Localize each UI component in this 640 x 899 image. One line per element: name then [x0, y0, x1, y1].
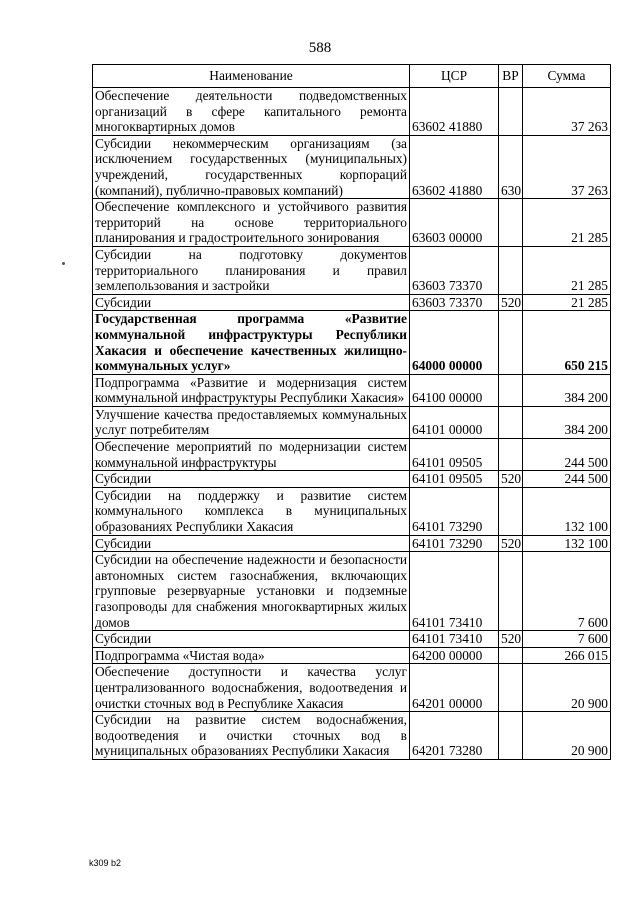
header-vr: ВР: [499, 65, 523, 88]
cell-csr: 64201 00000: [410, 664, 499, 712]
cell-sum: 21 285: [523, 294, 611, 311]
cell-name: Улучшение качества предоставляемых коммунальных услуг потребителям: [93, 406, 410, 438]
table-row: [93, 664, 611, 712]
table-row: [93, 552, 611, 631]
cell-sum: 244 500: [523, 471, 611, 488]
cell-csr: 63602 41880: [410, 88, 499, 136]
cell-name: Субсидии на подготовку документов территориального планирования и правил землепользования и застройки: [93, 246, 410, 294]
table-body: [93, 88, 611, 760]
cell-vr: 630: [499, 135, 523, 198]
table-row: [93, 471, 611, 488]
cell-csr: 64100 00000: [410, 374, 499, 406]
margin-dot: [62, 262, 65, 265]
cell-name: Обеспечение мероприятий по модернизации систем коммунальной инфраструктуры: [93, 439, 410, 471]
cell-vr: 520: [499, 294, 523, 311]
cell-sum: 244 500: [523, 439, 611, 471]
cell-csr: 63603 73370: [410, 294, 499, 311]
cell-vr: [499, 712, 523, 760]
table-row: [93, 88, 611, 136]
cell-name: Обеспечение доступности и качества услуг централизованного водоснабжения, водоотведения и очистки сточных вод в Республике Хакасия: [93, 664, 410, 712]
table-row: [93, 647, 611, 664]
cell-csr: 63602 41880: [410, 135, 499, 198]
cell-sum: 37 263: [523, 88, 611, 136]
table-row: [93, 199, 611, 247]
header-csr: ЦСР: [410, 65, 499, 88]
table-header-row: [93, 65, 611, 88]
cell-sum: 21 285: [523, 246, 611, 294]
cell-sum: 21 285: [523, 199, 611, 247]
cell-vr: [499, 374, 523, 406]
cell-sum: 7 600: [523, 552, 611, 631]
table-row: [93, 487, 611, 535]
cell-vr: [499, 246, 523, 294]
cell-sum: 132 100: [523, 535, 611, 552]
cell-name: Субсидии: [93, 535, 410, 552]
table-row: [93, 246, 611, 294]
cell-name: Подпрограмма «Чистая вода»: [93, 647, 410, 664]
cell-vr: [499, 406, 523, 438]
table-row: [93, 535, 611, 552]
cell-csr: 63603 00000: [410, 199, 499, 247]
table-row: [93, 712, 611, 760]
cell-vr: [499, 199, 523, 247]
cell-name: Субсидии: [93, 294, 410, 311]
cell-sum: 384 200: [523, 374, 611, 406]
page-number: 588: [308, 40, 332, 56]
cell-sum: 650 215: [523, 311, 611, 374]
cell-csr: 64101 09505: [410, 439, 499, 471]
cell-csr: 64101 73290: [410, 535, 499, 552]
cell-csr: 64101 73410: [410, 552, 499, 631]
cell-vr: [499, 552, 523, 631]
cell-name: Подпрограмма «Развитие и модернизация систем коммунальной инфраструктуры Республики Хакасия»: [93, 374, 410, 406]
table-row: [93, 439, 611, 471]
cell-csr: 64101 73410: [410, 631, 499, 648]
table-row: [93, 294, 611, 311]
cell-csr: 64101 09505: [410, 471, 499, 488]
cell-sum: 20 900: [523, 664, 611, 712]
cell-vr: [499, 487, 523, 535]
cell-name: Субсидии на обеспечение надежности и безопасности автономных систем газоснабжения, включающих групповые резервуарные установки и подземные газопроводы для снабжения многоквартирных жилых домов: [93, 552, 410, 631]
cell-sum: 132 100: [523, 487, 611, 535]
cell-name: Субсидии на развитие систем водоснабжения, водоотведения и очистки сточных вод в муниципальных образованиях Республики Хакасия: [93, 712, 410, 760]
cell-name: Субсидии некоммерческим организациям (за исключением государственных (муниципальных) учреждений, государственных корпораций (компаний), публично-правовых компаний): [93, 135, 410, 198]
budget-table: [92, 64, 611, 760]
cell-csr: 64101 73290: [410, 487, 499, 535]
cell-csr: 64200 00000: [410, 647, 499, 664]
table-row: [93, 311, 611, 374]
cell-vr: 520: [499, 631, 523, 648]
cell-csr: 64101 00000: [410, 406, 499, 438]
cell-csr: 64000 00000: [410, 311, 499, 374]
cell-sum: 20 900: [523, 712, 611, 760]
cell-name: Государственная программа «Развитие коммунальной инфраструктуры Республики Хакасия и обеспечение качественных жилищно-коммунальных услуг»: [93, 311, 410, 374]
cell-sum: 37 263: [523, 135, 611, 198]
table-row: [93, 406, 611, 438]
cell-sum: 266 015: [523, 647, 611, 664]
cell-vr: [499, 664, 523, 712]
cell-vr: 520: [499, 471, 523, 488]
header-name: Наименование: [93, 65, 410, 88]
cell-sum: 384 200: [523, 406, 611, 438]
cell-name: Субсидии на поддержку и развитие систем коммунального комплекса в муниципальных образованиях Республики Хакасия: [93, 487, 410, 535]
cell-sum: 7 600: [523, 631, 611, 648]
cell-vr: [499, 647, 523, 664]
cell-vr: [499, 88, 523, 136]
footer-code: k309 b2: [89, 858, 122, 868]
cell-name: Субсидии: [93, 471, 410, 488]
header-sum: Сумма: [523, 65, 611, 88]
cell-vr: [499, 311, 523, 374]
table-row: [93, 631, 611, 648]
cell-name: Субсидии: [93, 631, 410, 648]
cell-name: Обеспечение деятельности подведомственных организаций в сфере капитального ремонта многоквартирных домов: [93, 88, 410, 136]
cell-name: Обеспечение комплексного и устойчивого развития территорий на основе территориального планирования и градостроительного зонирования: [93, 199, 410, 247]
cell-csr: 63603 73370: [410, 246, 499, 294]
cell-csr: 64201 73280: [410, 712, 499, 760]
table-row: [93, 374, 611, 406]
table-row: [93, 135, 611, 198]
cell-vr: [499, 439, 523, 471]
cell-vr: 520: [499, 535, 523, 552]
